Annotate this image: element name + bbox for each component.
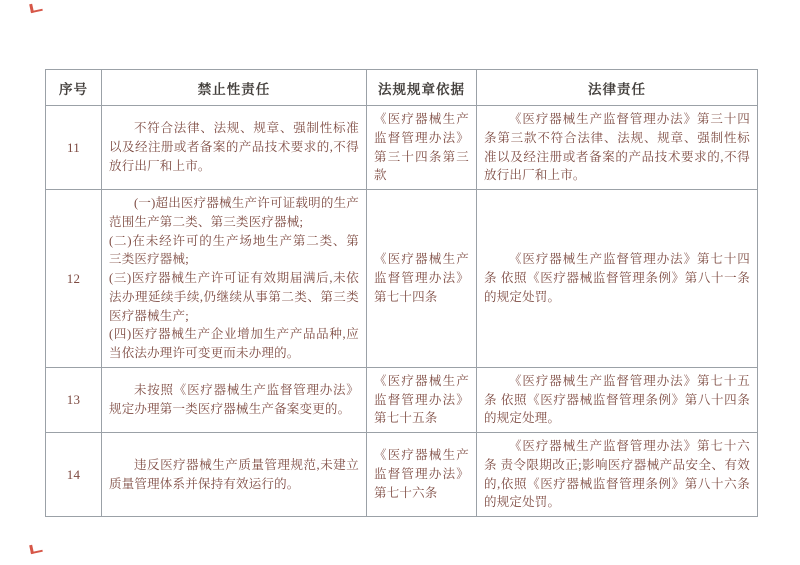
col-header-seq: 序号 (46, 70, 102, 106)
col-header-liability: 法律责任 (477, 70, 758, 106)
cell-basis (367, 433, 477, 517)
liability-text: 《医疗器械生产监督管理办法》第三十四条第三款不符合法律、法规、规章、强制性标准以及经注册或者备案的产品技术要求的,不得放行出厂和上市。 (484, 112, 750, 183)
cell-basis (367, 190, 477, 368)
col-header-prohibited: 禁止性责任 (102, 70, 367, 106)
table-row-12 (46, 190, 758, 368)
red-corner-mark-top (29, 2, 43, 13)
regulation-table (45, 69, 758, 517)
cell-prohibited (102, 367, 367, 432)
prohibited-item-3: (三)医疗器械生产许可证有效期届满后,未依法办理延续手续,仍继续从事第二类、第三类医疗器械生产; (109, 271, 359, 323)
cell-prohibited (102, 106, 367, 190)
prohibited-text: 不符合法律、法规、规章、强制性标准以及经注册或者备案的产品技术要求的,不得放行出厂和上市。 (109, 121, 359, 173)
basis-text: 《医疗器械生产监督管理办法》第七十六条 (374, 448, 469, 500)
cell-prohibited (102, 433, 367, 517)
prohibited-item-2: (二)在未经许可的生产场地生产第二类、第三类医疗器械; (109, 233, 359, 267)
row-seq: 14 (46, 433, 102, 517)
prohibited-item-4: (四)医疗器械生产企业增加生产产品品种,应当依法办理许可变更而未办理的。 (109, 327, 359, 360)
cell-liability (477, 433, 758, 517)
table-row-14 (46, 433, 758, 517)
prohibited-item-1: (一)超出医疗器械生产许可证载明的生产范围生产第二类、第三类医疗器械; (109, 196, 359, 229)
cell-liability (477, 190, 758, 368)
prohibited-text: 未按照《医疗器械生产监督管理办法》规定办理第一类医疗器械生产备案变更的。 (109, 383, 359, 416)
red-corner-mark-bottom (29, 543, 43, 554)
liability-text: 《医疗器械生产监督管理办法》第七十四条 依照《医疗器械监督管理条例》第八十一条的规定处罚。 (484, 252, 750, 304)
col-header-basis: 法规规章依据 (367, 70, 477, 106)
cell-basis (367, 367, 477, 432)
cell-liability (477, 367, 758, 432)
basis-text: 《医疗器械生产监督管理办法》第三十四条第三款 (374, 112, 469, 183)
basis-text: 《医疗器械生产监督管理办法》第七十五条 (374, 373, 469, 426)
liability-text: 《医疗器械生产监督管理办法》第七十五条 依照《医疗器械监督管理条例》第八十四条的规定处理。 (484, 373, 750, 426)
row-seq: 11 (46, 106, 102, 190)
table-row-13 (46, 367, 758, 432)
basis-text: 《医疗器械生产监督管理办法》第七十四条 (374, 252, 469, 304)
table-row-11 (46, 106, 758, 190)
cell-basis (367, 106, 477, 190)
prohibited-text: 违反医疗器械生产质量管理规范,未建立质量管理体系并保持有效运行的。 (109, 457, 359, 491)
table-header-row (46, 70, 758, 106)
row-seq: 12 (46, 190, 102, 368)
cell-liability (477, 106, 758, 190)
cell-prohibited (102, 190, 367, 368)
liability-text: 《医疗器械生产监督管理办法》第七十六条 责令限期改正;影响医疗器械产品安全、有效的,依照《医疗器械监督管理条例》第八十六条的规定处罚。 (484, 439, 750, 510)
row-seq: 13 (46, 367, 102, 432)
